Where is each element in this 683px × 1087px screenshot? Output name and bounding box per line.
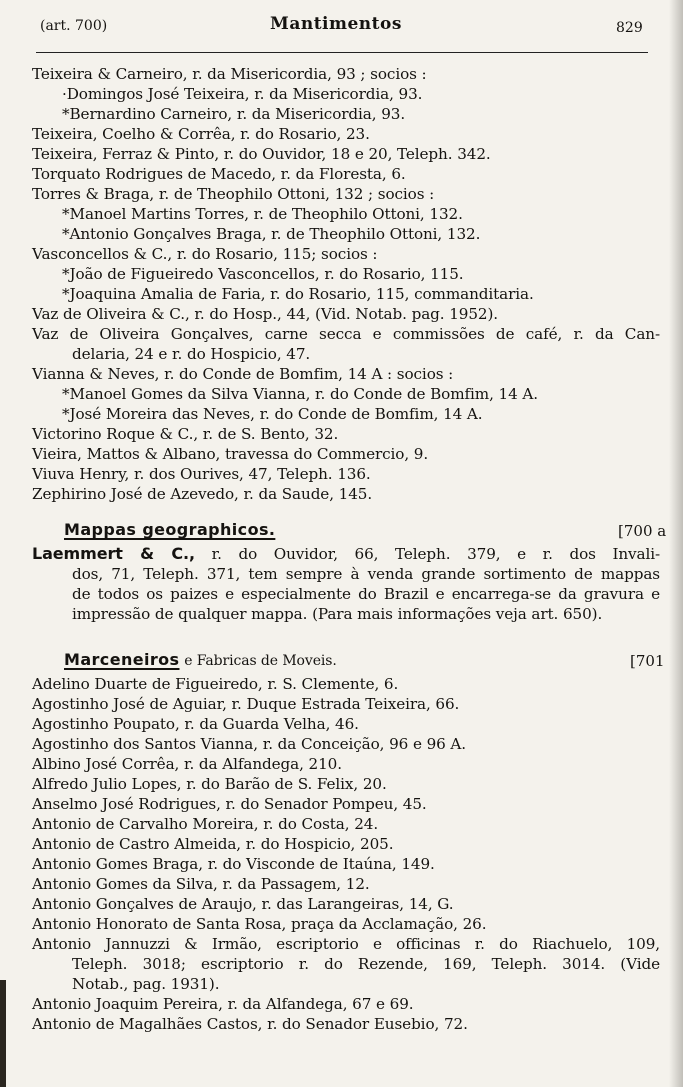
- list-item: Vaz de Oliveira Gonçalves, carne secca e commissões de café, r. da Can-: [32, 325, 660, 343]
- list-item: Antonio de Castro Almeida, r. do Hospicio, 205.: [32, 835, 394, 853]
- page-header: [0, 14, 683, 40]
- list-item: Antonio de Magalhães Castos, r. do Senador Eusebio, 72.: [32, 1015, 468, 1033]
- list-item: ·Domingos José Teixeira, r. da Misericordia, 93.: [62, 85, 423, 103]
- list-item: Antonio de Carvalho Moreira, r. do Costa, 24.: [32, 815, 379, 833]
- list-item: Antonio Gonçalves de Araujo, r. das Larangeiras, 14, G.: [32, 895, 454, 913]
- company-address: r. do Ouvidor, 66, Teleph. 379, e r. dos Invali-: [211, 545, 661, 563]
- list-item: Anselmo José Rodrigues, r. do Senador Pompeu, 45.: [32, 795, 427, 813]
- list-item: Albino José Corrêa, r. da Alfandega, 210.: [32, 755, 342, 773]
- list-item: Agostinho José de Aguiar, r. Duque Estrada Teixeira, 66.: [32, 695, 460, 713]
- list-item-continuation: impressão de qualquer mappa. (Para mais informações veja art. 650).: [72, 605, 603, 623]
- list-item: Viuva Henry, r. dos Ourives, 47, Teleph. 136.: [32, 465, 371, 483]
- list-item: *Manoel Gomes da Silva Vianna, r. do Conde de Bomfim, 14 A.: [62, 385, 539, 403]
- section-heading-marceneiros: [64, 650, 337, 671]
- list-item: *Antonio Gonçalves Braga, r. de Theophilo Ottoni, 132.: [62, 225, 481, 243]
- company-name: Laemmert & C.,: [32, 544, 195, 563]
- list-item: Teixeira & Carneiro, r. da Misericordia, 93 ; socios :: [32, 65, 427, 83]
- section-number: [701: [630, 652, 665, 670]
- scan-edge-shadow: [669, 0, 683, 1087]
- section-number: [700 a: [618, 522, 667, 540]
- list-item: *Manoel Martins Torres, r. de Theophilo Ottoni, 132.: [62, 205, 463, 223]
- list-item: Agostinho Poupato, r. da Guarda Velha, 46.: [32, 715, 359, 733]
- section-title: Mappas geographicos.: [64, 520, 276, 539]
- scan-binding-shadow: [0, 980, 6, 1087]
- list-item: Torres & Braga, r. de Theophilo Ottoni, 132 ; socios :: [32, 185, 435, 203]
- header-title: Mantimentos: [270, 14, 402, 34]
- list-item: *João de Figueiredo Vasconcellos, r. do Rosario, 115.: [62, 265, 464, 283]
- list-item: Teixeira, Ferraz & Pinto, r. do Ouvidor, 18 e 20, Teleph. 342.: [32, 145, 491, 163]
- list-item: Vianna & Neves, r. do Conde de Bomfim, 14 A : socios :: [32, 365, 454, 383]
- list-item: Torquato Rodrigues de Macedo, r. da Floresta, 6.: [32, 165, 406, 183]
- list-item: Agostinho dos Santos Vianna, r. da Conceição, 96 e 96 A.: [32, 735, 467, 753]
- list-item-continuation: delaria, 24 e r. do Hospicio, 47.: [72, 345, 311, 363]
- list-item: *Joaquina Amalia de Faria, r. do Rosario, 115, commanditaria.: [62, 285, 534, 303]
- list-item: Vaz de Oliveira & C., r. do Hosp., 44, (Vid. Notab. pag. 1952).: [32, 305, 499, 323]
- header-rule: [36, 52, 648, 53]
- list-item: Antonio Joaquim Pereira, r. da Alfandega, 67 e 69.: [32, 995, 414, 1013]
- list-item: *José Moreira das Neves, r. do Conde de Bomfim, 14 A.: [62, 405, 483, 423]
- section-subtitle: e Fabricas de Moveis.: [184, 653, 337, 669]
- section-title: Marceneiros: [64, 650, 180, 669]
- page-number: 829: [616, 20, 643, 36]
- list-item: Adelino Duarte de Figueiredo, r. S. Clemente, 6.: [32, 675, 399, 693]
- list-item: Vieira, Mattos & Albano, travessa do Commercio, 9.: [32, 445, 429, 463]
- list-item: Antonio Honorato de Santa Rosa, praça da Acclamação, 26.: [32, 915, 487, 933]
- list-item-continuation: dos, 71, Teleph. 371, tem sempre à venda grande sortimento de mappas: [72, 565, 660, 583]
- list-item: Vasconcellos & C., r. do Rosario, 115; socios :: [32, 245, 378, 263]
- section-heading-maps: [64, 520, 275, 540]
- list-item-continuation: Notab., pag. 1931).: [72, 975, 220, 993]
- list-item: Zephirino José de Azevedo, r. da Saude, 145.: [32, 485, 373, 503]
- list-item: Antonio Gomes Braga, r. do Visconde de Itaúna, 149.: [32, 855, 435, 873]
- list-item-continuation: de todos os paizes e especialmente do Brazil e encarrega-se da gravura e: [72, 585, 660, 603]
- list-item: [32, 544, 660, 564]
- list-item: *Bernardino Carneiro, r. da Misericordia, 93.: [62, 105, 406, 123]
- list-item: Antonio Gomes da Silva, r. da Passagem, 12.: [32, 875, 370, 893]
- list-item: Victorino Roque & C., r. de S. Bento, 32.: [32, 425, 339, 443]
- list-item: Teixeira, Coelho & Corrêa, r. do Rosario, 23.: [32, 125, 370, 143]
- list-item: Alfredo Julio Lopes, r. do Barão de S. Felix, 20.: [32, 775, 387, 793]
- list-item-continuation: Teleph. 3018; escriptorio r. do Rezende, 169, Teleph. 3014. (Vide: [72, 955, 660, 973]
- list-item: Antonio Jannuzzi & Irmão, escriptorio e officinas r. do Riachuelo, 109,: [32, 935, 660, 953]
- header-article-ref: (art. 700): [40, 18, 108, 34]
